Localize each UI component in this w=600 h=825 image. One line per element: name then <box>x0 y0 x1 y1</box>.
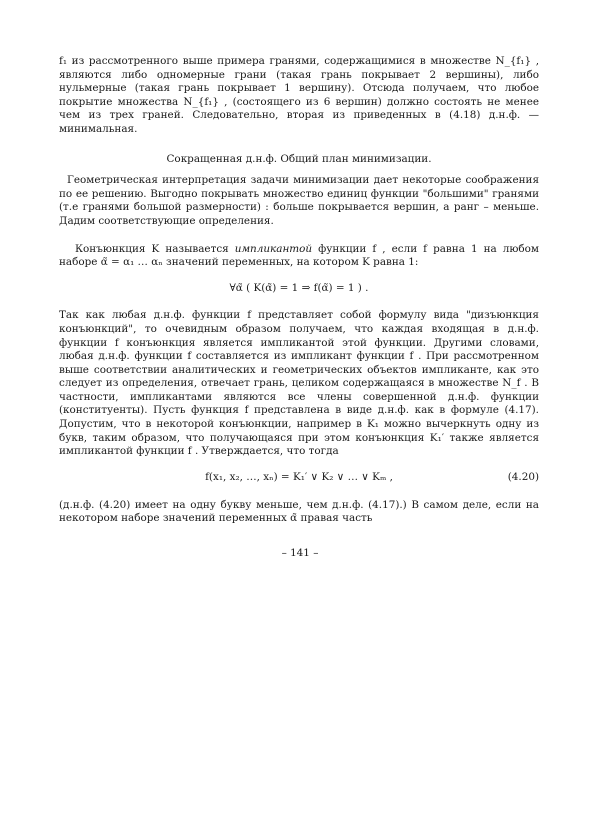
paragraph-intro: f₁ из рассмотренного выше примера гранями, содержащимися в множестве N_{f₁} , являются либо одномерные грани (такая грань покрывает 2 вершины), либо нульмерные (такая грань покрывает 1 вершину). Отсюда получаем, что любое покрытие множества N_{f₁} , (состоящего из 6 вершин) должно состоять не менее чем из трех граней. Следовательно, вторая из приведенных в (4.18) д.н.ф. — минимальная. <box>59 55 539 135</box>
paragraph-dnf-implicants: Так как любая д.н.ф. функции f представляет собой формулу вида "дизъюнкция конъюнкций", то очевидным образом получаем, что каждая входящая в д.н.ф. функции f конъюнкция является импликантой этой функции. Другими словами, любая д.н.ф. функции f составляется из импликант функции f . При рассмотренном выше соответствии аналитических и геометрических объектов импликанте, как это следует из определения, отвечает грань, целиком содержащаяся в множестве N_f . В частности, импликантами являются все члены совершенной д.н.ф. функции (конституенты). Пусть функция f представлена в виде д.н.ф. как в формуле (4.17). Допустим, что в некоторой конъюнкции, например в K₁ можно вычеркнуть одну из букв, таким образом, что получающаяся при этом конъюнкция K₁′ также является импликантой функции f . Утверждается, что тогда <box>59 309 539 458</box>
implicant-formula: ∀α̃ ( K(α̃) = 1 ⇒ f(α̃) = 1 ) . <box>229 281 369 294</box>
paragraph-implicant-definition <box>59 243 539 270</box>
equation-4-20 <box>59 471 539 487</box>
section-heading: Сокращенная д.н.ф. Общий план минимизации. <box>166 152 432 165</box>
paragraph-geometric-interpretation: Геометрическая интерпретация задачи минимизации дает некоторые соображения по ее решению. Выгодно покрывать множество единиц функции "большими" гранями (т.е гранями большой размерности) : больше покрывается вершин, а ранг – меньше. Дадим соответствующие определения. <box>59 174 539 227</box>
page-number: – 141 – <box>281 547 319 559</box>
definition-text-start: Конъюнкция K называется <box>75 242 235 255</box>
definition-text-end: функции f , если f равна 1 на любом наборе α̃ = α₁ … αₙ значений переменных, на котором K равна 1: <box>59 242 540 269</box>
equation-4-20-number: (4.20) <box>507 470 539 483</box>
page-body <box>59 55 539 526</box>
paragraph-conclusion: (д.н.ф. (4.20) имеет на одну букву меньше, чем д.н.ф. (4.17).) В самом деле, если на некотором наборе значений переменных α̃ правая часть <box>59 498 539 525</box>
equation-4-20-body: f(x₁, x₂, …, xₙ) = K₁′ ∨ K₂ ∨ … ∨ Kₘ , <box>205 470 393 483</box>
term-implicant: импликантой <box>234 242 313 255</box>
